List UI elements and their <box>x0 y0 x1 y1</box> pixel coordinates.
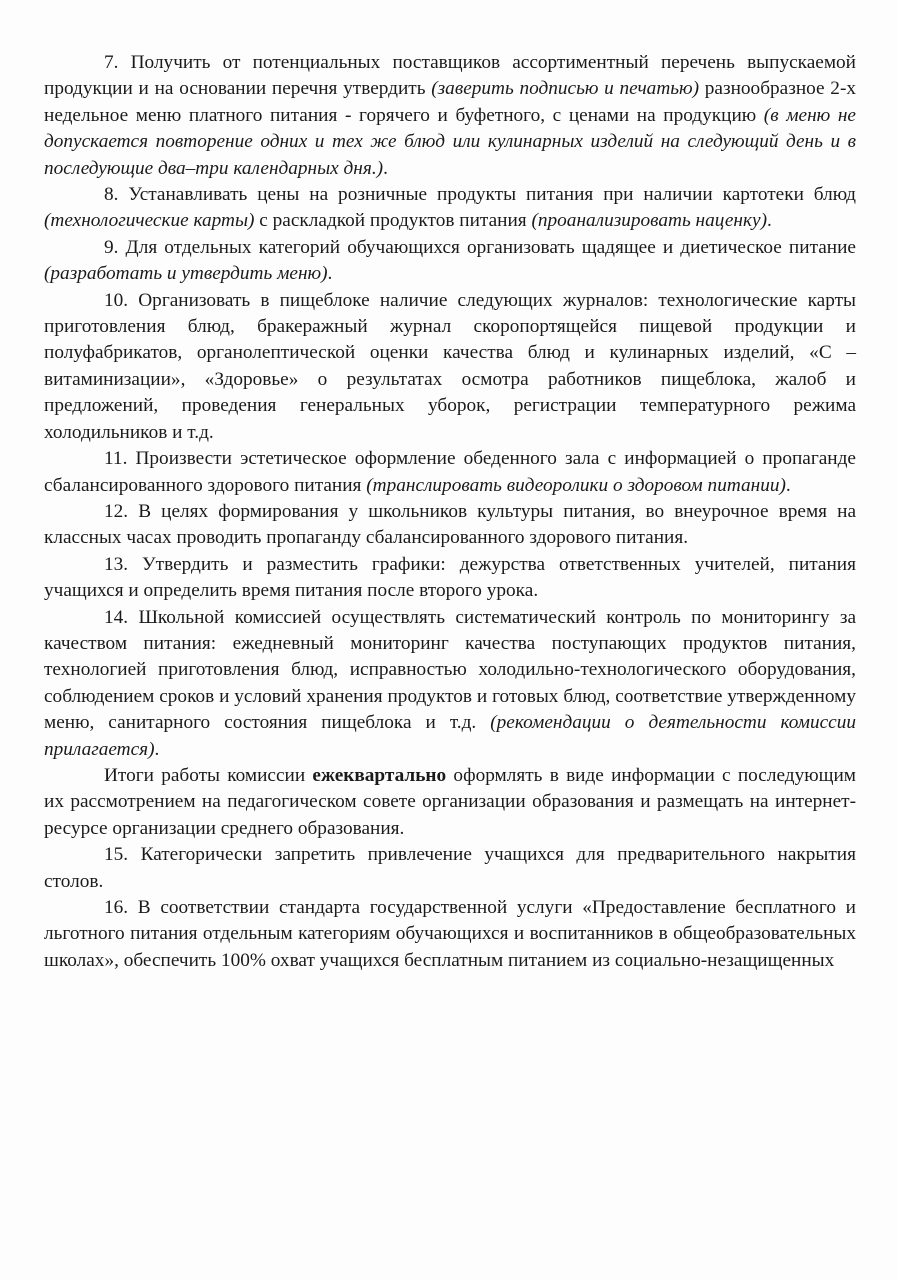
commission-text-1: Итоги работы комиссии <box>104 764 313 786</box>
item-9-text-2: . <box>327 263 333 285</box>
item-7-note-signature: (заверить подписью и печатью) <box>431 78 700 100</box>
item-9-text-1: 9. Для отдельных категорий обучающихся организовать щадящее и диетическое питание <box>104 236 856 258</box>
paragraph-item-9 <box>44 235 856 288</box>
item-7-text-3: . <box>383 157 388 179</box>
item-7-text-1: 7. Получить от потенциальных поставщиков ассортиментный перечень выпускаемой продукции и на основании перечня утвердить <box>44 52 856 100</box>
item-14-note-recommendations: (рекомендации о деятельности комиссии прилагается) <box>44 712 856 760</box>
paragraph-item-11 <box>44 446 856 499</box>
paragraph-item-14 <box>44 605 856 763</box>
document-body <box>44 50 856 974</box>
paragraph-item-16 <box>44 895 856 974</box>
item-9-note-menu: (разработать и утвердить меню) <box>44 263 328 285</box>
item-11-text-2: . <box>785 474 791 496</box>
item-15-text: 15. Категорически запретить привлечение учащихся для предварительного накрытия столов. <box>44 844 856 892</box>
item-14-text-1: 14. Школьной комиссией осуществлять систематический контроль по мониторингу за качеством питания: ежедневный мониторинг качества поступающих продуктов питания, технологией приготовления блюд, исправностью холодильно-технологического оборудования, соблюдением сроков и условий хранения продуктов и готовых блюд, соответствие утвержденному меню, санитарного состояния пищеблока и т.д. <box>44 606 856 734</box>
item-13-text: 13. Утвердить и разместить графики: дежурства ответственных учителей, питания учащихся и определить время питания после второго урока. <box>44 553 856 602</box>
item-11-text-1: 11. Произвести эстетическое оформление обеденного зала с информацией о пропаганде сбалансированного здорового питания <box>44 448 856 496</box>
item-8-text-1: 8. Устанавливать цены на розничные продукты питания при наличии картотеки блюд <box>104 184 856 206</box>
paragraph-item-10 <box>44 288 856 446</box>
paragraph-item-15 <box>44 842 856 895</box>
item-8-note-markup: (проанализировать наценку) <box>531 210 767 232</box>
item-8-note-cards: (технологические карты) <box>44 210 255 232</box>
item-8-text-3: . <box>767 210 772 232</box>
paragraph-item-12 <box>44 499 856 552</box>
item-8-text-2: с раскладкой продуктов питания <box>254 210 532 232</box>
commission-text-2: оформлять в виде информации с последующим их рассмотрением на педагогическом совете организации образования и размещать на интернет-ресурсе организации среднего образования. <box>44 764 856 839</box>
item-7-note-menu: (в меню не допускается повторение одних и тех же блюд или кулинарных изделий на следующий день и в последующие два–три календарных дня.) <box>44 104 856 179</box>
item-11-note-videos: (транслировать видеоролики о здоровом питании) <box>366 474 786 496</box>
item-16-text: 16. В соответствии стандарта государственной услуги «Предоставление бесплатного и льготного питания отдельным категориям обучающихся и воспитанников в общеобразовательных школах», обеспечить 100% охват учащихся бесплатным питанием из социально-незащищенных <box>44 897 856 971</box>
paragraph-item-13 <box>44 552 856 605</box>
item-7-text-2: разнообразное 2-х недельное меню платного питания - горячего и буфетного, с ценами на продукцию <box>44 78 857 126</box>
paragraph-item-7 <box>44 50 856 182</box>
item-10-text: 10. Организовать в пищеблоке наличие следующих журналов: технологические карты приготовления блюд, бракеражный журнал скоропортящейся пищевой продукции и полуфабрикатов, органолептической оценки качества блюд и кулинарных изделий, «С – витаминизации», «Здоровье» о результатах осмотра работников пищеблока, жалоб и предложений, проведения генеральных уборок, регистрации температурного режима холодильников и т.д. <box>44 289 856 443</box>
item-12-text: 12. В целях формирования у школьников культуры питания, во внеурочное время на классных часах проводить пропаганду сбалансированного здорового питания. <box>44 500 856 549</box>
paragraph-item-8 <box>44 182 856 235</box>
commission-quarterly-bold: ежеквартально <box>312 764 447 786</box>
paragraph-commission-results <box>44 763 856 842</box>
item-14-text-2: . <box>154 738 160 760</box>
